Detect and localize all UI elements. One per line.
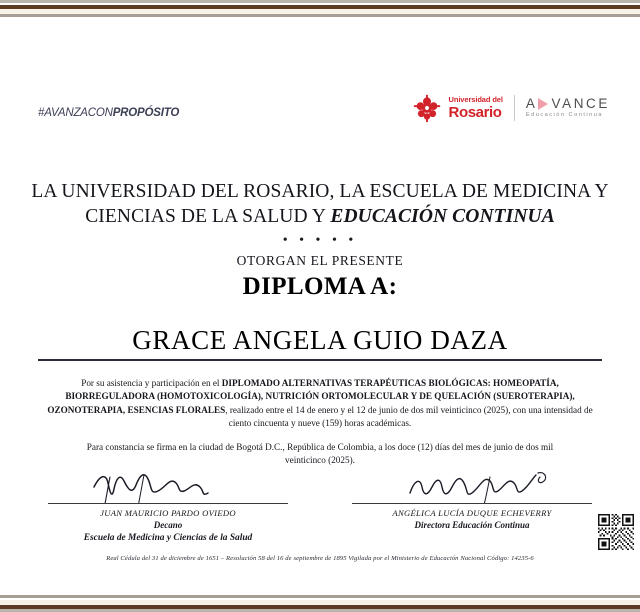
title-line-2-plain: CIENCIAS DE LA SALUD Y: [85, 206, 331, 227]
institution-logo: [412, 93, 610, 123]
handwritten-signature-icon: [352, 469, 592, 503]
legal-footer: Real Cédula del 31 de diciembre de 1651 – Resolución 58 del 16 de septiembre de 1895 Vigilada por el Ministerio de Educación Nacional Código: 14235-6: [106, 555, 534, 562]
program-name: DIPLOMADO ALTERNATIVAS TERAPÉUTICAS BIOLÓGICAS: HOMEOPATÍA, BIORREGULADORA (HOMOTOXICOLOGÍA), NUTRICIÓN ORTOMOLECULAR Y DE QUELACIÓN (SUEROTERAPIA), OZONOTERAPIA, ESENCIAS FLORALES: [47, 378, 575, 415]
signer-name-director: ANGÉLICA LUCÍA DUQUE ECHEVERRY: [392, 508, 552, 518]
signature-mark-dean: [48, 469, 288, 503]
rosario-crest-icon: [412, 93, 442, 123]
campaign-hashtag: [38, 107, 179, 119]
qr-code-icon: [598, 514, 634, 550]
body-outro: , realizado entre el 14 de enero y el 12 de junio de dos mil veinticinco (2025), con una intensidad de ciento cincuenta y nueve (159) horas académicas.: [225, 404, 593, 429]
signer-unit-dean: Escuela de Medicina y Ciencias de la Salud: [83, 533, 253, 543]
handwritten-signature-icon: [48, 469, 288, 503]
signature-line-dean: [48, 503, 288, 504]
university-name-line1: Universidad del: [448, 95, 503, 105]
otorgan-label: OTORGAN EL PRESENTE: [236, 253, 404, 268]
top-border-band: [0, 0, 640, 17]
advance-letter-a: A: [525, 95, 538, 111]
bottom-border-band: [0, 595, 640, 612]
hashtag-prefix: #AVANZACON: [38, 107, 113, 119]
advance-triangle-icon: [538, 98, 548, 110]
signer-role-director: Directora Educación Continua: [414, 520, 530, 530]
advance-wordmark: [526, 97, 610, 119]
signature-line-director: [352, 503, 592, 504]
recipient-name: GRACE ANGELA GUIO DAZA: [132, 325, 508, 355]
dot-separator: • • • • •: [282, 233, 358, 248]
certificate-sheet: [0, 17, 640, 595]
signer-role-dean: Decano: [153, 520, 183, 530]
title-block: [0, 179, 640, 246]
university-wordmark: [449, 96, 503, 120]
diploma-label: DIPLOMA A:: [242, 273, 398, 300]
advance-word: [526, 97, 610, 111]
award-body-text: [44, 377, 596, 431]
signature-mark-director: [352, 469, 592, 503]
recipient-underline: [38, 359, 602, 361]
advance-subtitle: Educación Continua: [525, 112, 603, 119]
title-line-1: LA UNIVERSIDAD DEL ROSARIO, LA ESCUELA DE MEDICINA Y: [31, 181, 609, 202]
hashtag-bold: PROPÓSITO: [112, 107, 180, 119]
title-line-2-emphasis: EDUCACIÓN CONTINUA: [330, 206, 555, 227]
title-line-2: [0, 204, 640, 229]
constancia-text: Para constancia se firma en la ciudad de Bogotá D.C., República de Colombia, a los doce (12) días del mes de junio de dos mil veinticinco (2025).: [86, 442, 554, 466]
university-name-line2: Rosario: [448, 103, 502, 121]
signature-block-director: [352, 469, 592, 532]
signer-name-dean: JUAN MAURICIO PARDO OVIEDO: [100, 508, 236, 518]
logo-divider: [514, 95, 515, 121]
certificate-header: [0, 79, 640, 139]
advance-letters-rest: VANCE: [551, 95, 610, 111]
body-intro: Por su asistencia y participación en el: [81, 378, 222, 388]
verification-qr-code[interactable]: [598, 514, 634, 550]
signature-block-dean: [48, 469, 288, 545]
